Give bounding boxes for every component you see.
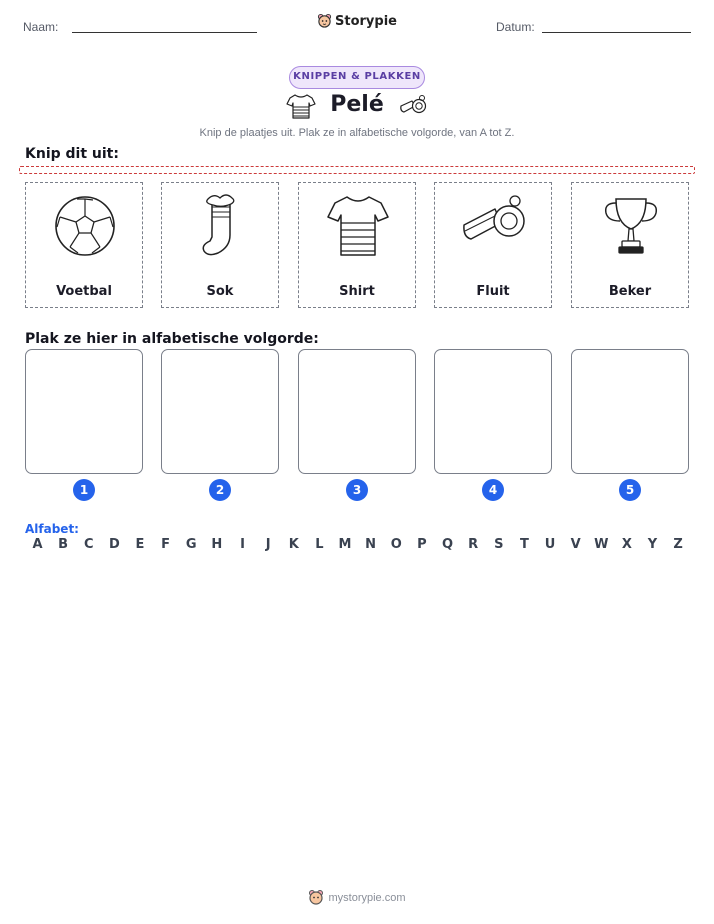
date-line[interactable] [542, 32, 691, 33]
paste-slot-3[interactable] [298, 349, 416, 474]
alphabet-letter: W [594, 537, 609, 552]
alphabet-letter: F [161, 537, 171, 552]
alphabet-letter: A [32, 537, 43, 552]
date-label: Datum: [496, 20, 535, 34]
card-label: Voetbal [56, 284, 112, 299]
trophy-icon [596, 191, 666, 261]
alphabet-letter: J [265, 537, 271, 552]
cut-line [19, 166, 695, 174]
paste-slot-4[interactable] [434, 349, 552, 474]
alphabet-letter: L [315, 537, 324, 552]
cut-card-voetbal[interactable] [25, 182, 143, 308]
alphabet-label: Alfabet: [25, 522, 79, 536]
name-line[interactable] [72, 32, 257, 33]
alphabet-letter: G [185, 537, 197, 552]
alphabet-letter: B [58, 537, 69, 552]
paste-heading: Plak ze hier in alfabetische volgorde: [25, 331, 319, 347]
alphabet-letter: O [390, 537, 402, 552]
slot-number-3: 3 [346, 479, 368, 501]
card-label: Beker [608, 284, 652, 299]
cut-card-shirt[interactable] [298, 182, 416, 308]
alphabet-letter: C [83, 537, 94, 552]
alphabet-letter: V [570, 537, 581, 552]
slot-number-5: 5 [619, 479, 641, 501]
alphabet-letter: Y [647, 537, 658, 552]
storypie-mascot-icon [308, 889, 324, 908]
slot-number-2: 2 [209, 479, 231, 501]
alphabet-letter: N [365, 537, 377, 552]
alphabet-letter: X [621, 537, 632, 552]
alphabet-letter: E [135, 537, 145, 552]
cut-heading: Knip dit uit: [25, 146, 119, 162]
whistle-icon [459, 191, 529, 261]
title-row [0, 92, 714, 122]
storypie-mascot-icon [317, 13, 332, 32]
paste-slot-1[interactable] [25, 349, 143, 474]
card-label: Shirt [339, 284, 375, 299]
card-label: Sok [206, 284, 234, 299]
cut-card-fluit[interactable] [434, 182, 552, 308]
page-title: Pelé [330, 92, 384, 117]
slot-number-4: 4 [482, 479, 504, 501]
cut-card-sok[interactable] [161, 182, 279, 308]
alphabet-letter: K [288, 537, 299, 552]
sock-icon [186, 191, 256, 261]
alphabet-letter: Q [441, 537, 454, 552]
alphabet-letter: S [494, 537, 504, 552]
whistle-icon [398, 94, 428, 124]
alphabet-row [25, 537, 691, 552]
shirt-icon [323, 191, 393, 261]
alphabet-letter: M [338, 537, 352, 552]
alphabet-letter: Z [673, 537, 683, 552]
storypie-logo [0, 13, 714, 32]
instructions: Knip de plaatjes uit. Plak ze in alfabetische volgorde, van A tot Z. [199, 127, 515, 139]
slot-number-1: 1 [73, 479, 95, 501]
alphabet-letter: R [468, 537, 479, 552]
cut-card-beker[interactable] [571, 182, 689, 308]
paste-slot-5[interactable] [571, 349, 689, 474]
paste-slot-2[interactable] [161, 349, 279, 474]
soccer-ball-icon [50, 191, 120, 261]
alphabet-letter: I [240, 537, 245, 552]
card-label: Fluit [476, 284, 510, 299]
footer-url[interactable]: mystorypie.com [328, 892, 406, 904]
activity-badge: KNIPPEN & PLAKKEN [289, 66, 425, 89]
alphabet-letter: H [211, 537, 223, 552]
alphabet-letter: T [519, 537, 529, 552]
alphabet-letter: U [544, 537, 556, 552]
alphabet-letter: P [417, 537, 427, 552]
name-label: Naam: [23, 20, 59, 34]
logo-text: Storypie [335, 14, 397, 29]
footer [0, 889, 714, 908]
alphabet-letter: D [108, 537, 120, 552]
